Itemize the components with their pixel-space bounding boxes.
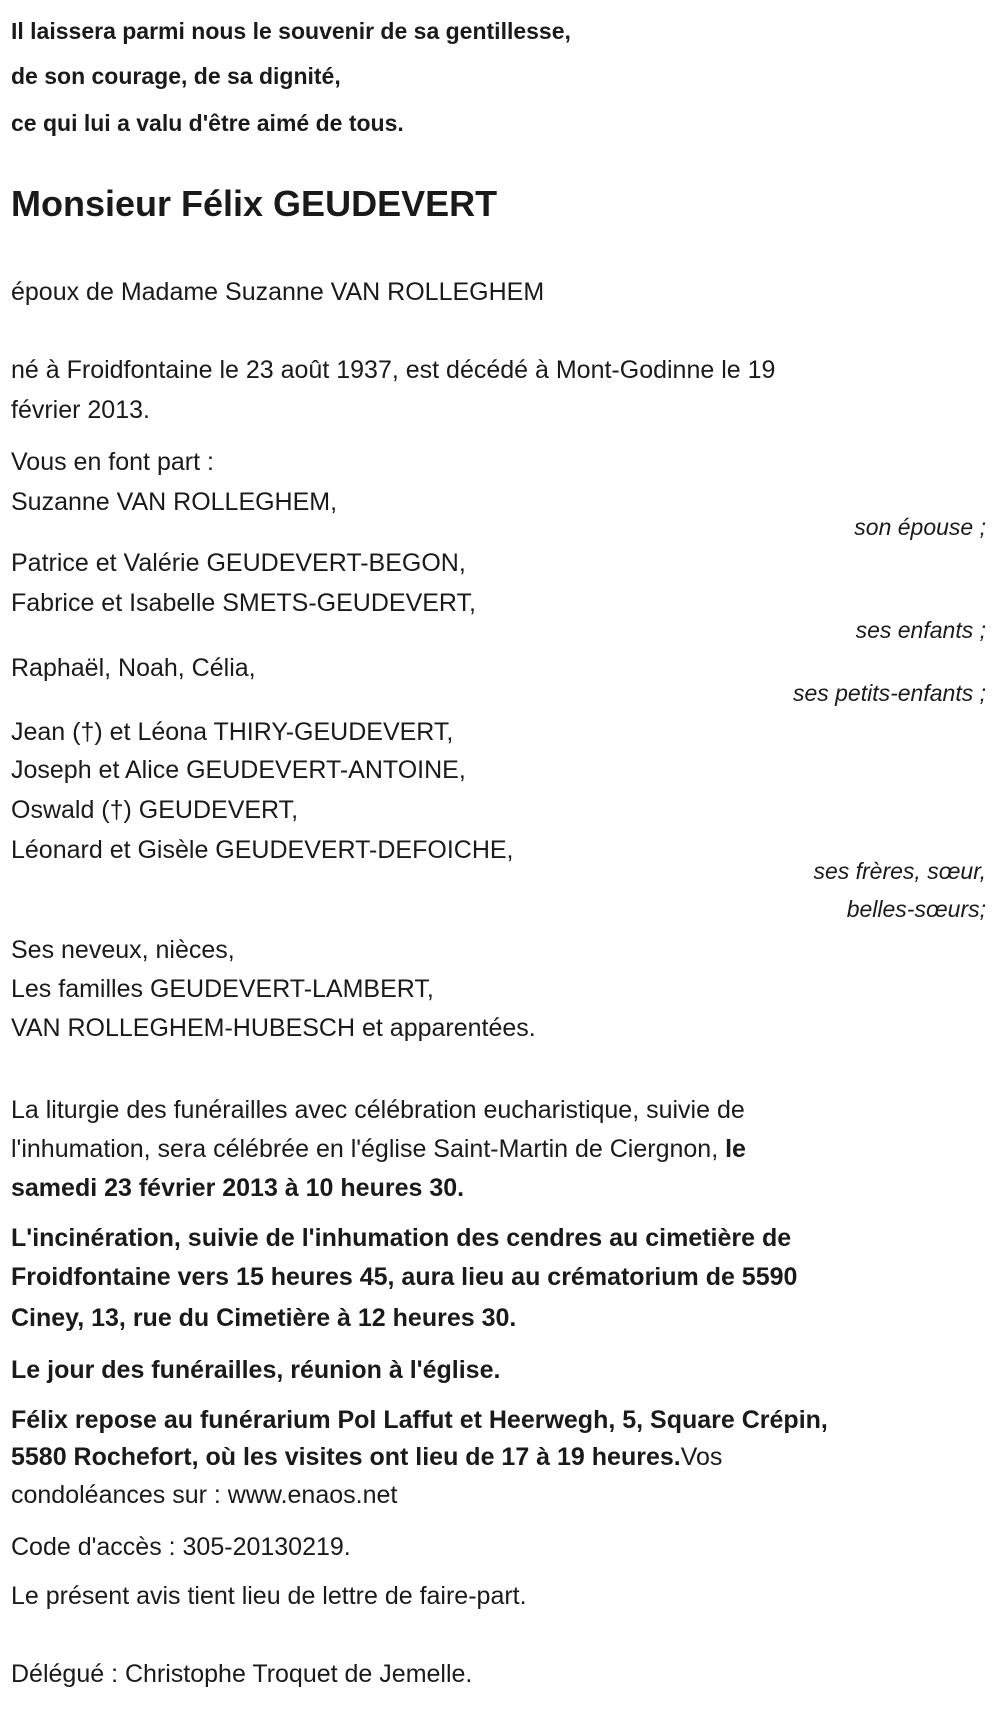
role-grandchildren: ses petits-enfants ;: [792, 680, 986, 706]
family-grandchildren: Raphaël, Noah, Célia,: [11, 654, 256, 682]
ceremony-line: La liturgie des funérailles avec célébration eucharistique, suivie de: [11, 1096, 745, 1124]
family-spouse: Suzanne VAN ROLLEGHEM,: [11, 488, 338, 516]
rest-text: Vos: [680, 1443, 723, 1471]
ceremony-line: [11, 1129, 746, 1169]
deceased-name: Monsieur Félix GEUDEVERT: [11, 183, 498, 224]
ceremony-text: l'inhumation, sera célébrée en l'église Saint-Martin de Ciergnon,: [11, 1135, 726, 1163]
role-spouse: son épouse ;: [854, 514, 986, 540]
ceremony-date: samedi 23 février 2013 à 10 heures 30.: [11, 1174, 465, 1202]
meeting-line: Le jour des funérailles, réunion à l'église.: [11, 1356, 501, 1384]
quote-line: ce qui lui a valu d'être aimé de tous.: [11, 110, 404, 136]
delegate-line: Délégué : Christophe Troquet de Jemelle.: [11, 1660, 473, 1688]
family-child: Patrice et Valérie GEUDEVERT-BEGON,: [11, 549, 466, 577]
family-other: Ses neveux, nièces,: [11, 936, 235, 964]
birth-line: né à Froidfontaine le 23 août 1937, est décédé à Mont-Godinne le 19: [11, 356, 776, 384]
family-sibling: Jean (†) et Léona THIRY-GEUDEVERT,: [11, 718, 454, 746]
birth-line: février 2013.: [11, 396, 150, 424]
family-other: VAN ROLLEGHEM-HUBESCH et apparentées.: [11, 1014, 536, 1042]
announce-line: Vous en font part :: [11, 448, 214, 476]
condolences-line: condoléances sur : www.enaos.net: [11, 1481, 398, 1509]
cremation-line: Ciney, 13, rue du Cimetière à 12 heures 30.: [11, 1304, 517, 1332]
notice-line: Le présent avis tient lieu de lettre de faire-part.: [11, 1582, 527, 1610]
access-code: Code d'accès : 305-20130219.: [11, 1533, 351, 1561]
role-siblings: ses frères, sœur,: [813, 858, 986, 884]
family-sibling: Léonard et Gisèle GEUDEVERT-DEFOICHE,: [11, 836, 514, 864]
cremation-line: L'incinération, suivie de l'inhumation des cendres au cimetière de: [11, 1224, 792, 1252]
ceremony-bold: le: [725, 1135, 746, 1163]
rest-line: Félix repose au funérarium Pol Laffut et Heerwegh, 5, Square Crépin,: [11, 1406, 828, 1434]
spouse-line: époux de Madame Suzanne VAN ROLLEGHEM: [11, 278, 545, 306]
family-child: Fabrice et Isabelle SMETS-GEUDEVERT,: [11, 589, 476, 617]
family-sibling: Joseph et Alice GEUDEVERT-ANTOINE,: [11, 756, 466, 784]
family-other: Les familles GEUDEVERT-LAMBERT,: [11, 975, 434, 1003]
rest-bold: 5580 Rochefort, où les visites ont lieu de 17 à 19 heures.: [11, 1443, 681, 1471]
role-siblings: belles-sœurs;: [846, 896, 986, 922]
quote-line: de son courage, de sa dignité,: [11, 63, 341, 89]
quote-line: Il laissera parmi nous le souvenir de sa gentillesse,: [11, 18, 571, 44]
cremation-line: Froidfontaine vers 15 heures 45, aura lieu au crématorium de 5590: [11, 1263, 798, 1291]
rest-line: [11, 1437, 722, 1477]
family-sibling: Oswald (†) GEUDEVERT,: [11, 796, 299, 824]
role-children: ses enfants ;: [855, 617, 986, 643]
